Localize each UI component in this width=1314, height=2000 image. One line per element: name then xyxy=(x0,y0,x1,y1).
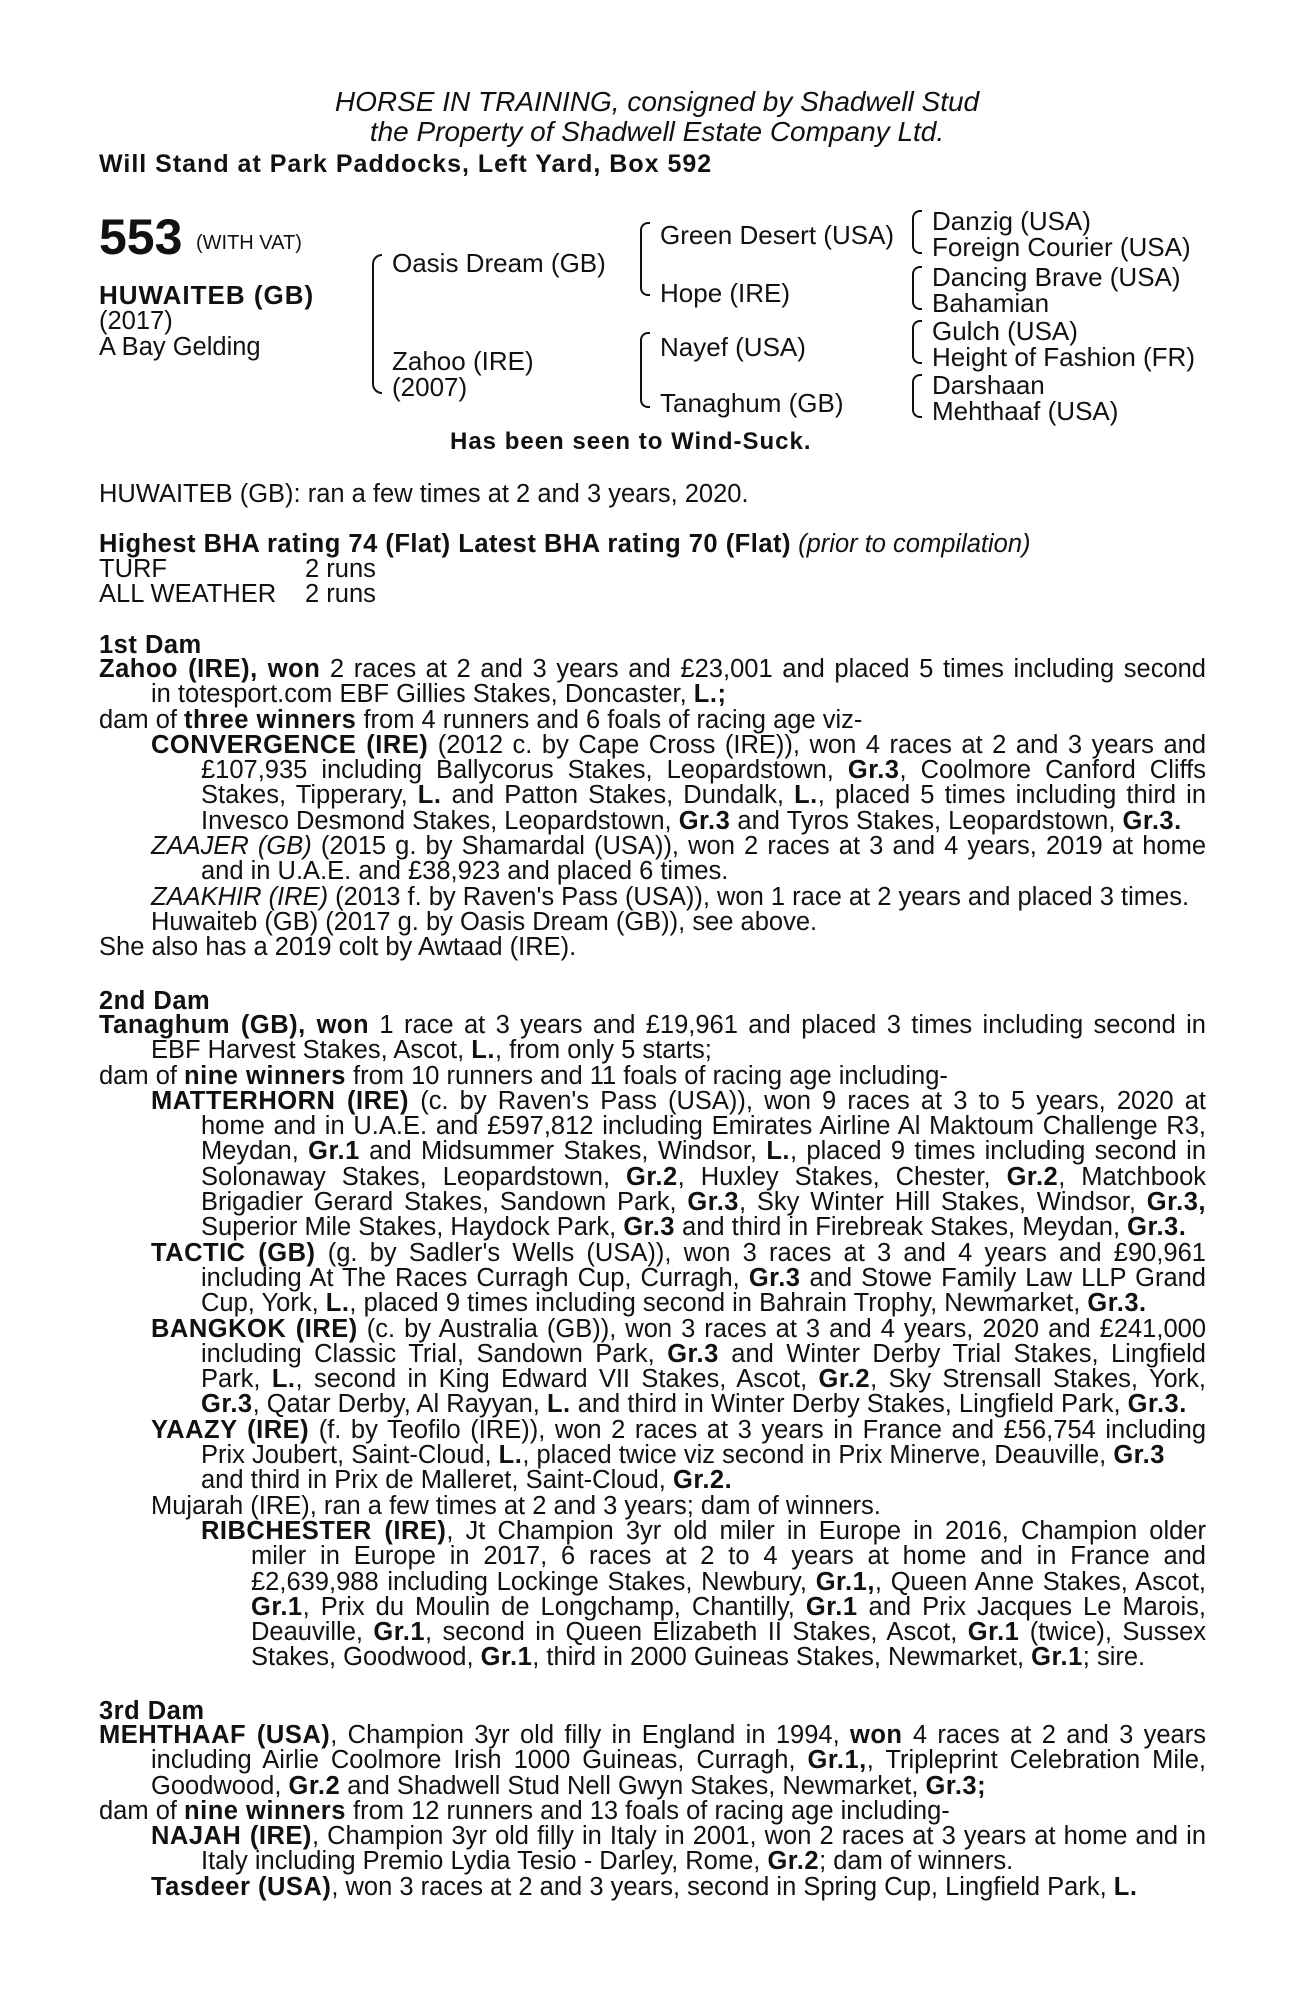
text-run: Gr.1 xyxy=(251,1592,303,1621)
pedigree-brace xyxy=(912,266,922,310)
text-line xyxy=(99,1544,1206,1569)
text-run: Mujarah (IRE), ran a few times at 2 and 3 years; dam of winners. xyxy=(151,1491,881,1520)
text-run: Stakes, Tipperary, xyxy=(201,781,418,810)
bha-rating-note: (prior to compilation) xyxy=(798,530,1031,558)
text-run: Gr.3 xyxy=(687,1188,739,1217)
second-dam-section xyxy=(99,1013,1206,1671)
text-line xyxy=(99,1238,1206,1267)
text-line xyxy=(99,1367,1206,1392)
first-dam-heading: 1st Dam xyxy=(99,631,202,659)
text-run: Invesco Desmond Stakes, Leopardstown, xyxy=(201,806,679,835)
text-run: , Matchbook xyxy=(1058,1162,1207,1191)
text-line xyxy=(99,1796,1206,1825)
horse-name: HUWAITEB (GB) xyxy=(99,280,315,310)
text-run: (g. by Sadler's Wells (USA)), won 3 races at 3 and 4 years and £90,961 xyxy=(315,1238,1206,1267)
text-line xyxy=(99,1086,1206,1115)
text-run: Gr.3 xyxy=(1113,1441,1165,1470)
text-line xyxy=(99,1849,1206,1874)
text-run: including Airlie Coolmore Irish 1000 Guineas, Curragh, xyxy=(151,1746,808,1775)
text-run: EBF Harvest Stakes, Ascot, xyxy=(151,1036,472,1065)
text-run: Tanaghum (GB), won xyxy=(99,1011,370,1039)
text-run: 4 races at 2 and 3 years xyxy=(902,1721,1206,1749)
wind-suck-note: Has been seen to Wind-Suck. xyxy=(450,428,812,455)
text-run: , second in Queen Elizabeth II Stakes, Ascot, xyxy=(425,1618,968,1647)
pedigree-gen3: Dancing Brave (USA) xyxy=(932,262,1181,292)
text-run: (f. by Teofilo (IRE)), won 2 races at 3 years in France and £56,754 including xyxy=(309,1415,1207,1444)
text-run: including At The Races Curragh Cup, Curragh, xyxy=(201,1263,749,1292)
text-line xyxy=(99,1263,1206,1292)
text-run: Gr.2. xyxy=(672,1466,733,1495)
text-run: three winners xyxy=(184,705,357,734)
text-line xyxy=(99,806,1206,835)
text-line xyxy=(99,1162,1207,1191)
pedigree-dam-year: (2007) xyxy=(392,372,468,402)
text-run: (2015 g. by Shamardal (USA)), won 2 races at 3 and 4 years, 2019 at home xyxy=(311,832,1206,861)
text-run: in totesport.com EBF Gillies Stakes, Doncaster, xyxy=(151,680,694,709)
text-run: Gr.3 xyxy=(201,1390,253,1419)
third-dam-heading: 3rd Dam xyxy=(99,1697,205,1725)
all-weather-label: ALL WEATHER xyxy=(99,580,277,608)
text-run: Gr.3. xyxy=(1122,806,1182,835)
text-run: , Prix du Moulin de Longchamp, Chantilly, xyxy=(302,1592,806,1621)
text-line xyxy=(99,1061,1206,1090)
text-run: , Sky Winter Hill Stakes, Windsor, xyxy=(739,1188,1147,1217)
pedigree-dam-sire: Nayef (USA) xyxy=(660,332,806,362)
text-run: ZAAKHIR (IRE) xyxy=(151,882,329,911)
text-run: L. xyxy=(1113,1872,1138,1901)
text-run: , Jt Champion 3yr old miler in Europe in 2016, Champion older xyxy=(446,1516,1206,1545)
text-run: home and in U.A.E. and £597,812 including Emirates Airline Al Maktoum Challenge R3, xyxy=(201,1112,1206,1141)
text-run: Stakes, Goodwood, xyxy=(251,1643,481,1672)
text-run: MATTERHORN (IRE) xyxy=(151,1086,410,1115)
text-run: from 12 runners and 13 foals of racing age including- xyxy=(345,1796,950,1825)
text-line xyxy=(99,657,1206,682)
text-run: Gr.2 xyxy=(818,1365,871,1394)
text-run: Gr.1 xyxy=(480,1643,533,1672)
text-run: BANGKOK (IRE) xyxy=(151,1314,358,1343)
text-run: Solonaway Stakes, Leopardstown, xyxy=(201,1162,627,1191)
text-line xyxy=(99,730,1206,759)
text-line xyxy=(99,1872,1206,1901)
text-line xyxy=(99,1516,1206,1545)
text-run: L. xyxy=(766,1137,791,1166)
text-run: £107,935 including Ballycorus Stakes, Leopardstown, xyxy=(201,756,848,785)
text-run: and third in Firebreak Stakes, Meydan, xyxy=(674,1213,1128,1242)
text-run: nine winners xyxy=(184,1796,346,1825)
text-run: and third in Winter Derby Stakes, Lingfield Park, xyxy=(570,1390,1128,1419)
text-line xyxy=(99,1215,1206,1240)
pedigree-gen3: Foreign Courier (USA) xyxy=(932,232,1191,262)
all-weather-runs: 2 runs xyxy=(305,580,376,608)
horse-description: A Bay Gelding xyxy=(99,333,261,361)
lot-number: 553 xyxy=(99,209,183,265)
text-run: Gr.3 xyxy=(667,1339,719,1368)
text-run: NAJAH (IRE) xyxy=(151,1822,312,1851)
header-line-1: HORSE IN TRAINING, consigned by Shadwell Stud xyxy=(334,86,980,117)
text-run: Gr.3, xyxy=(1146,1188,1206,1217)
text-line xyxy=(99,1190,1206,1215)
text-run: RIBCHESTER (IRE) xyxy=(201,1516,447,1545)
pedigree-gen3: Darshaan xyxy=(932,370,1045,400)
text-run: Gr.1 xyxy=(308,1137,360,1166)
text-run: (2012 c. by Cape Cross (IRE)), won 4 races at 2 and 3 years and xyxy=(428,730,1206,759)
text-run: L. xyxy=(471,1036,495,1065)
racing-summary: HUWAITEB (GB): ran a few times at 2 and 3 years, 2020. xyxy=(99,480,749,508)
text-run: Gr.3. xyxy=(1087,1289,1147,1318)
text-run: dam of xyxy=(99,1061,185,1090)
pedigree-sire-dam: Hope (IRE) xyxy=(660,278,791,308)
pedigree-gen3: Bahamian xyxy=(932,288,1050,318)
text-run: , Tripleprint Celebration Mile, xyxy=(866,1746,1206,1775)
text-run: Gr.2 xyxy=(288,1771,341,1800)
text-run: , placed twice viz second in Prix Minerve, Deauville, xyxy=(522,1441,1114,1470)
text-run: Brigadier Gerard Stakes, Sandown Park, xyxy=(201,1188,688,1217)
text-run: Goodwood, xyxy=(151,1771,289,1800)
pedigree-brace xyxy=(912,210,922,254)
text-line xyxy=(99,705,1206,734)
text-run: ; dam of winners. xyxy=(819,1847,1014,1876)
text-run: dam of xyxy=(99,1796,185,1825)
second-dam-heading: 2nd Dam xyxy=(99,987,211,1015)
text-run: and Stowe Family Law LLP Grand xyxy=(800,1263,1206,1292)
text-run: , from only 5 starts; xyxy=(494,1036,712,1065)
text-run: Gr.3 xyxy=(748,1263,801,1292)
text-run: Gr.2 xyxy=(767,1847,820,1876)
text-line xyxy=(99,783,1206,808)
text-run: Gr.3; xyxy=(925,1771,987,1800)
foaling-year: (2017) xyxy=(99,307,173,335)
text-run: and Winter Derby Trial Stakes, Lingfield xyxy=(718,1339,1206,1368)
text-run: , placed 9 times including second in xyxy=(790,1137,1207,1166)
text-run: dam of xyxy=(99,705,185,734)
pedigree-brace xyxy=(640,332,650,408)
text-run: L. xyxy=(325,1289,350,1318)
text-run: from 10 runners and 11 foals of racing age including- xyxy=(345,1061,948,1090)
text-run: (2013 f. by Raven's Pass (USA)), won 1 race at 2 years and placed 3 times. xyxy=(328,882,1190,911)
text-run: Gr.3. xyxy=(1127,1213,1187,1242)
text-line xyxy=(99,1339,1206,1368)
pedigree-gen3: Mehthaaf (USA) xyxy=(932,396,1119,426)
turf-label: TURF xyxy=(99,555,167,583)
text-run: , Queen Anne Stakes, Ascot, xyxy=(874,1567,1206,1596)
text-run: , Champion 3yr old filly in England in 1994, xyxy=(330,1721,851,1749)
text-run: L. xyxy=(794,781,818,810)
text-run: , Champion 3yr old filly in Italy in 2001, won 2 races at 3 years at home and in xyxy=(311,1822,1207,1851)
text-run: , won 3 races at 2 and 3 years, second in Spring Cup, Lingfield Park, xyxy=(331,1872,1114,1901)
text-run: £2,639,988 including Lockinge Stakes, Newbury, xyxy=(251,1567,816,1596)
text-run: , Coolmore Canford Cliffs xyxy=(899,756,1206,785)
text-run: Cup, York, xyxy=(201,1289,326,1318)
text-run: and Midsummer Stakes, Windsor, xyxy=(359,1137,767,1166)
text-run: and third in Prix de Malleret, Saint-Cloud, xyxy=(201,1466,673,1495)
text-run: , placed 5 times including third in xyxy=(817,781,1206,810)
text-line xyxy=(99,1771,1206,1800)
text-line xyxy=(99,1468,1206,1493)
pedigree-dam-dam: Tanaghum (GB) xyxy=(660,388,844,418)
text-run: and in U.A.E. and £38,923 and placed 6 times. xyxy=(201,857,729,886)
text-run: TACTIC (GB) xyxy=(151,1238,316,1267)
bha-rating xyxy=(99,530,1031,559)
text-run: Tasdeer (USA) xyxy=(151,1872,332,1901)
pedigree-sire: Oasis Dream (GB) xyxy=(392,248,606,278)
text-run: MEHTHAAF (USA) xyxy=(99,1721,331,1749)
pedigree-gen3: Height of Fashion (FR) xyxy=(932,342,1195,372)
text-run: YAAZY (IRE) xyxy=(151,1415,310,1444)
text-run: , Sky Strensall Stakes, York, xyxy=(870,1365,1207,1394)
text-run: Prix Joubert, Saint-Cloud, xyxy=(201,1441,499,1470)
text-run: from 4 runners and 6 foals of racing age viz- xyxy=(356,705,863,734)
text-run: Zahoo (IRE), won xyxy=(99,655,321,683)
text-run: Park, xyxy=(201,1365,272,1394)
text-run: Gr.3 xyxy=(678,806,731,835)
text-line xyxy=(99,1291,1206,1316)
text-run: Gr.1 xyxy=(1031,1643,1083,1672)
text-run: miler in Europe in 2017, 6 races at 2 to 4 years at home and in France and xyxy=(251,1542,1206,1571)
text-line xyxy=(99,935,1206,960)
text-run: Huwaiteb (GB) (2017 g. by Oasis Dream (GB)), see above. xyxy=(151,907,818,936)
text-line xyxy=(99,1314,1206,1343)
turf-runs: 2 runs xyxy=(305,555,376,583)
pedigree-sire-sire: Green Desert (USA) xyxy=(660,220,895,250)
text-line xyxy=(99,1723,1206,1748)
text-run: and Prix Jacques Le Marois, xyxy=(857,1592,1206,1621)
text-run: Italy including Premio Lydia Tesio - Darley, Rome, xyxy=(201,1847,768,1876)
pedigree-brace xyxy=(912,374,922,418)
text-line xyxy=(99,682,1206,707)
text-run: Gr.1, xyxy=(807,1746,867,1775)
text-run: CONVERGENCE (IRE) xyxy=(151,730,429,759)
pedigree-brace xyxy=(912,320,922,364)
text-line xyxy=(99,1013,1206,1038)
text-line xyxy=(99,1139,1206,1164)
text-run: , placed 9 times including second in Bahrain Trophy, Newmarket, xyxy=(349,1289,1088,1318)
first-dam-section xyxy=(99,657,1206,961)
text-run: nine winners xyxy=(184,1061,346,1090)
text-run: Gr.1 xyxy=(805,1592,858,1621)
third-dam-section xyxy=(99,1723,1206,1900)
text-line xyxy=(99,1567,1206,1596)
vat-note: (WITH VAT) xyxy=(196,232,302,254)
text-line xyxy=(99,1748,1206,1773)
text-run: (twice), Sussex xyxy=(1019,1618,1206,1647)
text-run: Gr.1 xyxy=(967,1618,1020,1647)
text-line xyxy=(99,1620,1206,1645)
text-run: 2 races at 2 and 3 years and £23,001 and placed 5 times including second xyxy=(320,655,1206,683)
text-run: Gr.3. xyxy=(1127,1390,1187,1419)
text-line xyxy=(99,907,1206,936)
text-line xyxy=(99,1415,1207,1444)
pedigree-dam: Zahoo (IRE) xyxy=(392,346,534,376)
text-run: (c. by Australia (GB)), won 3 races at 3 and 4 years, 2020 and £241,000 xyxy=(357,1314,1206,1343)
pedigree-gen3: Gulch (USA) xyxy=(932,316,1078,346)
text-run: L. xyxy=(271,1365,296,1394)
text-run: and Patton Stakes, Dundalk, xyxy=(441,781,795,810)
text-line xyxy=(99,1038,1206,1063)
header-line-2: the Property of Shadwell Estate Company Ltd. xyxy=(369,116,945,147)
text-line xyxy=(99,1392,1206,1417)
text-line xyxy=(99,1592,1206,1621)
text-run: Gr.1, xyxy=(815,1567,875,1596)
text-run: Gr.3 xyxy=(623,1213,675,1242)
text-line xyxy=(99,882,1206,911)
text-run: L. xyxy=(498,1441,523,1470)
text-line xyxy=(99,1645,1206,1670)
text-run: ZAAJER (GB) xyxy=(151,832,312,861)
text-run: , second in King Edward VII Stakes, Ascot, xyxy=(295,1365,819,1394)
text-run: , Qatar Derby, Al Rayyan, xyxy=(252,1390,547,1419)
header-location: Will Stand at Park Paddocks, Left Yard, Box 592 xyxy=(99,150,713,178)
text-run: L.; xyxy=(693,680,727,709)
text-line xyxy=(99,1114,1206,1139)
text-line xyxy=(99,834,1206,859)
pedigree-gen3: Danzig (USA) xyxy=(932,206,1091,236)
text-run: (c. by Raven's Pass (USA)), won 9 races at 3 to 5 years, 2020 at xyxy=(409,1086,1206,1115)
text-line xyxy=(99,1443,1206,1468)
bha-rating-text: Highest BHA rating 74 (Flat) Latest BHA rating 70 (Flat) xyxy=(99,530,792,558)
text-run: Gr.1 xyxy=(373,1618,426,1647)
pedigree-brace xyxy=(640,222,650,296)
text-run: won xyxy=(850,1721,903,1749)
text-line xyxy=(99,758,1206,783)
text-run: , third in 2000 Guineas Stakes, Newmarket, xyxy=(532,1643,1032,1672)
text-run: 1 race at 3 years and £19,961 and placed 3 times including second in xyxy=(369,1011,1206,1039)
text-run: Gr.2 xyxy=(1006,1162,1059,1191)
text-line xyxy=(99,1491,1206,1520)
text-run: Gr.3 xyxy=(847,756,900,785)
text-run: Meydan, xyxy=(201,1137,309,1166)
text-run: Gr.2 xyxy=(626,1162,678,1191)
text-run: , Huxley Stakes, Chester, xyxy=(677,1162,1007,1191)
pedigree-brace xyxy=(372,254,382,394)
text-run: and Shadwell Stud Nell Gwyn Stakes, Newmarket, xyxy=(340,1771,926,1800)
text-run: ; sire. xyxy=(1082,1643,1146,1672)
text-run: L. xyxy=(417,781,442,810)
text-run: Deauville, xyxy=(251,1618,374,1647)
text-line xyxy=(99,859,1206,884)
text-run: including Classic Trial, Sandown Park, xyxy=(201,1339,668,1368)
text-run: She also has a 2019 colt by Awtaad (IRE). xyxy=(99,933,577,962)
text-run: Superior Mile Stakes, Haydock Park, xyxy=(201,1213,624,1242)
text-run: L. xyxy=(546,1390,571,1419)
text-run: and Tyros Stakes, Leopardstown, xyxy=(730,806,1123,835)
text-line xyxy=(99,1824,1206,1849)
